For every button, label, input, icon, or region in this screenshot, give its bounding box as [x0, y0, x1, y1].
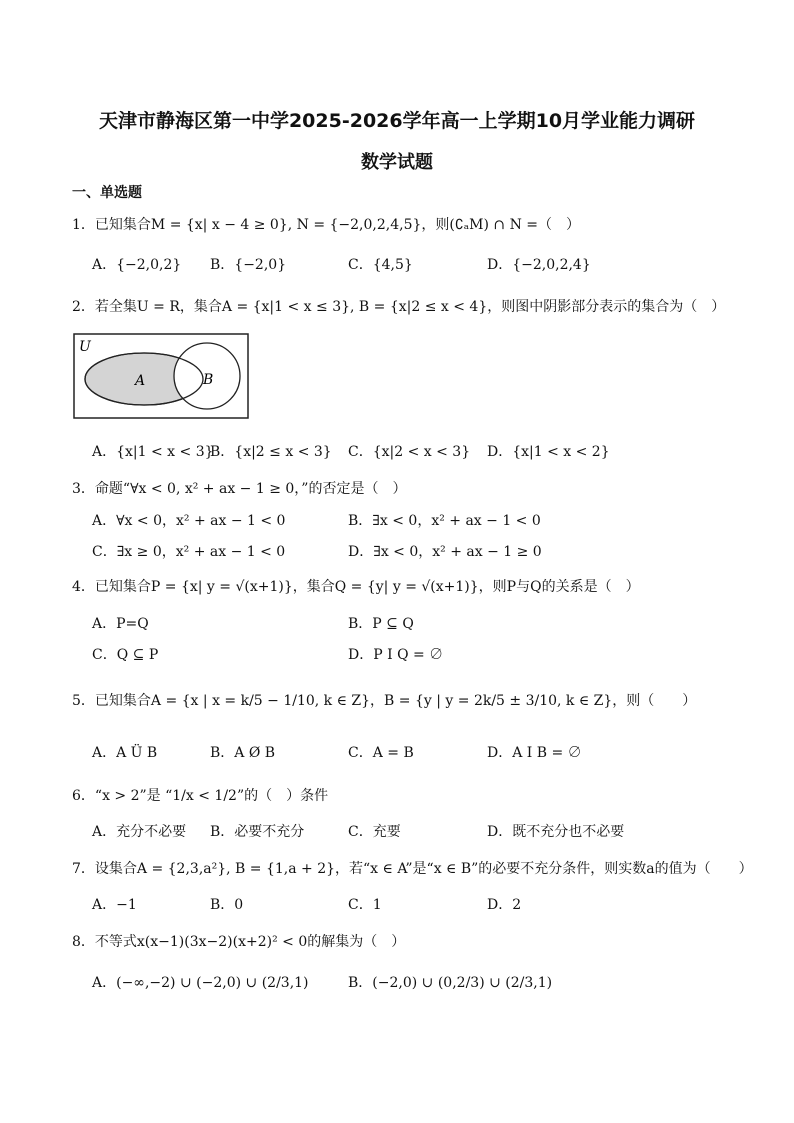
question-6-option-d: D．既不充分也不必要 — [487, 824, 625, 840]
question-1-option-c: C．{4,5} — [348, 257, 413, 273]
question-3-option-d: D．∃x < 0，x² + ax − 1 ≥ 0 — [348, 544, 542, 560]
question-5-option-c: C．A = B — [348, 745, 414, 761]
label-b: B — [203, 372, 214, 388]
question-4-option-d: D．P I Q = ∅ — [348, 647, 444, 663]
question-7-option-a: A．−1 — [92, 897, 137, 913]
question-2-option-b: B．{x|2 ≤ x < 3} — [210, 444, 332, 460]
question-1-option-b: B．{−2,0} — [210, 257, 287, 273]
question-4-option-c: C．Q ⊆ P — [92, 647, 159, 663]
question-5-option-b: B．A Ø B — [210, 745, 276, 761]
question-4-stem: 4．已知集合P = {x| y = √(x+1)}，集合Q = {y| y = √(x+1)}，则P与Q的关系是（ ） — [72, 579, 640, 595]
question-2-option-c: C．{x|2 < x < 3} — [348, 444, 471, 460]
question-4-option-a: A．P=Q — [92, 616, 149, 632]
question-2-option-d: D．{x|1 < x < 2} — [487, 444, 610, 460]
question-1-option-d: D．{−2,0,2,4} — [487, 257, 591, 273]
question-5-option-d: D．A I B = ∅ — [487, 745, 582, 761]
question-8-option-a: A．(−∞,−2) ∪ (−2,0) ∪ (2/3,1) — [92, 975, 309, 991]
question-3-option-b: B．∃x < 0，x² + ax − 1 < 0 — [348, 513, 541, 529]
label-a: A — [135, 373, 146, 389]
question-2-option-a: A．{x|1 < x < 3} — [92, 444, 214, 460]
question-3-option-a: A．∀x < 0，x² + ax − 1 < 0 — [92, 513, 286, 529]
question-1-stem: 1．已知集合M = {x| x − 4 ≥ 0}, N = {−2,0,2,4,5}，则(∁ₐM) ∩ N =（ ） — [72, 217, 581, 233]
question-3-option-c: C．∃x ≥ 0，x² + ax − 1 < 0 — [92, 544, 286, 560]
question-5-option-a: A．A Ü B — [92, 745, 158, 761]
question-4-option-b: B．P ⊆ Q — [348, 616, 414, 632]
question-6-option-b: B．必要不充分 — [210, 824, 305, 840]
question-3-stem: 3．命题“∀x < 0, x² + ax − 1 ≥ 0，”的否定是（ ） — [72, 481, 407, 497]
exam-title: 天津市静海区第一中学2025-2026学年高一上学期10月学业能力调研 — [98, 110, 696, 132]
question-6-option-c: C．充要 — [348, 824, 401, 840]
question-7-stem: 7．设集合A = {2,3,a²}, B = {1,a + 2}，若“x ∈ A”是“x ∈ B”的必要不充分条件，则实数a的值为（ ） — [72, 861, 753, 877]
section-heading: 一、单选题 — [72, 185, 142, 201]
label-u: U — [79, 339, 91, 355]
question-8-stem: 8．不等式x(x−1)(3x−2)(x+2)² < 0的解集为（ ） — [72, 934, 406, 950]
question-7-option-b: B．0 — [210, 897, 244, 913]
question-6-option-a: A．充分不必要 — [92, 824, 187, 840]
question-7-option-d: D．2 — [487, 897, 522, 913]
question-8-option-b: B．(−2,0) ∪ (0,2/3) ∪ (2/3,1) — [348, 975, 553, 991]
question-5-stem: 5．已知集合A = {x | x = k/5 − 1/10, k ∈ Z}，B = {y | y = 2k/5 ± 3/10, k ∈ Z}，则（ ） — [72, 693, 697, 709]
question-2-stem: 2．若全集U = R，集合A = {x|1 < x ≤ 3}, B = {x|2 ≤ x < 4}，则图中阴影部分表示的集合为（ ） — [72, 299, 726, 315]
venn-diagram — [73, 333, 249, 419]
question-7-option-c: C．1 — [348, 897, 382, 913]
question-1-option-a: A．{−2,0,2} — [92, 257, 182, 273]
question-6-stem: 6．“x > 2”是 “1/x < 1/2”的（ ）条件 — [72, 788, 329, 804]
exam-subtitle: 数学试题 — [361, 152, 433, 173]
